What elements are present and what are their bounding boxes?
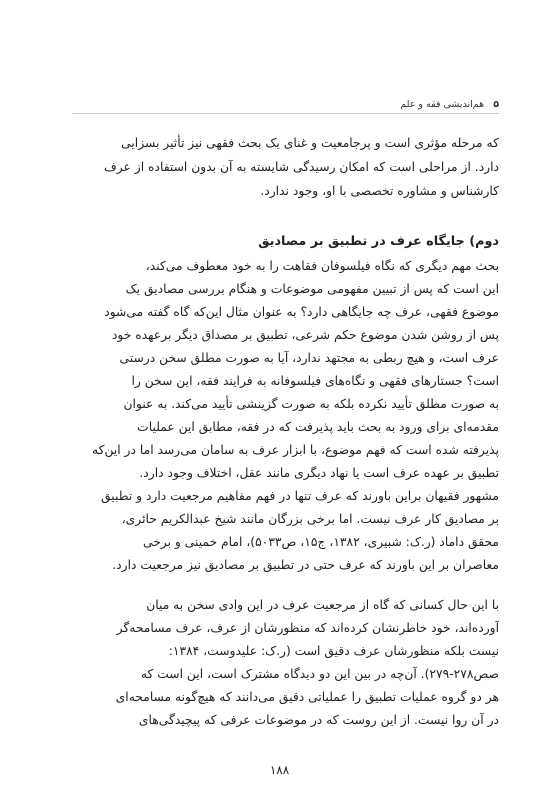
body-line: این است که پس از تبیین مفهومی موضوعات و هنگام بررسی مصادیق یک: [125, 282, 499, 296]
body-line: مشهور فقیهان براین باورند که عرف تنها در فهم مفاهیم مرجعیت دارد و تطبیق: [101, 489, 499, 503]
body-line: موضوع فقهی، عرف چه جایگاهی دارد؟ به عنوان مثال این‌که گاه گفته می‌شود: [104, 305, 499, 319]
body-line: صص۲۷۸-۲۷۹). آن‌چه در بین این دو دیدگاه مشترک است، این است که: [140, 667, 499, 681]
body-line: آورده‌اند، خود خاطرنشان کرده‌اند که منظورشان از عرف، عرف مسامحه‌گر: [116, 621, 499, 635]
body-line: دارد. از مراحلی است که امکان رسیدگی شایسته به آن بدون استفاده از عرف: [103, 160, 499, 174]
body-line: کارشناس و مشاوره تخصصی با او، وجود ندارد.: [260, 184, 499, 198]
body-line: تطبیق بر عهده عرف است یا نهاد دیگری مانند عقل، اختلاف وجود دارد.: [139, 466, 499, 480]
body-line: به صورت مطلق تأیید نکرده بلکه به صورت گزینشی تأیید می‌کند. به عنوان: [123, 397, 499, 411]
body-line: با این حال کسانی که گاه از مرجعیت عرف در این وادی سخن به میان: [146, 598, 499, 612]
body-line: نیست بلکه منظورشان عرف دقیق است (ر.ک: علیدوست، ۱۳۸۴:: [168, 644, 499, 658]
body-line: بحث مهم دیگری که نگاه فیلسوفان فقاهت را به خود معطوف می‌کند،: [145, 259, 499, 273]
body-line: معاصران بر این باورند که عرف حتی در تطبیق بر مصادیق نیز مرجعیت دارد.: [112, 558, 499, 572]
body-line: هر دو گروه عملیات تطبیق را عملیاتی دقیق می‌دانند که هیچ‌گونه مسامحه‌ای: [115, 690, 499, 704]
body-line: است؟ جستارهای فقهی و نگاه‌های فیلسوفانه به فرایند فقه، این سخن را: [131, 374, 499, 388]
section-heading: دوم) جایگاه عرف در تطبیق بر مصادیق: [258, 234, 499, 249]
body-line: بر مصادیق کار عرف نیست. اما برخی بزرگان مانند شیخ عبدالکریم حائری،: [121, 512, 499, 526]
header-rule: [73, 113, 499, 114]
page-number: ۱۸۸: [269, 763, 290, 777]
body-line: محقق داماد (ر.ک: شبیری، ۱۳۸۲، ج۱۵، ص۵۰۳۳)، امام خمینی و برخی: [142, 535, 499, 549]
header-title: هم‌اندیشی فقه و علم: [400, 99, 485, 110]
body-line: مقدمه‌ای برای ورود به بحث باید پذیرفت که در فقه، مطابق این عملیات: [137, 420, 499, 434]
body-line: عرف است، و هیچ ربطی به مجتهد ندارد، آیا به صورت مطلق سخن درستی: [119, 351, 499, 365]
body-line: پذیرفته شده است که فهم موضوع، با ابزار عرف به سامان می‌رسد اما در این‌که: [92, 443, 499, 457]
running-header: [359, 98, 499, 112]
header-mark: ۵: [493, 99, 499, 110]
body-line: پس از روشن شدن موضوع حکم شرعی، تطبیق بر مصداق دیگر برعهده خود: [111, 328, 499, 342]
body-line: که مرحله مؤثری است و پرجامعیت و غنای یک بحث فقهی نیز تأثیر بسزایی: [121, 136, 499, 150]
body-line: در آن روا نیست. از این روست که در موضوعات عرفی که پیچیدگی‌های: [138, 713, 499, 727]
